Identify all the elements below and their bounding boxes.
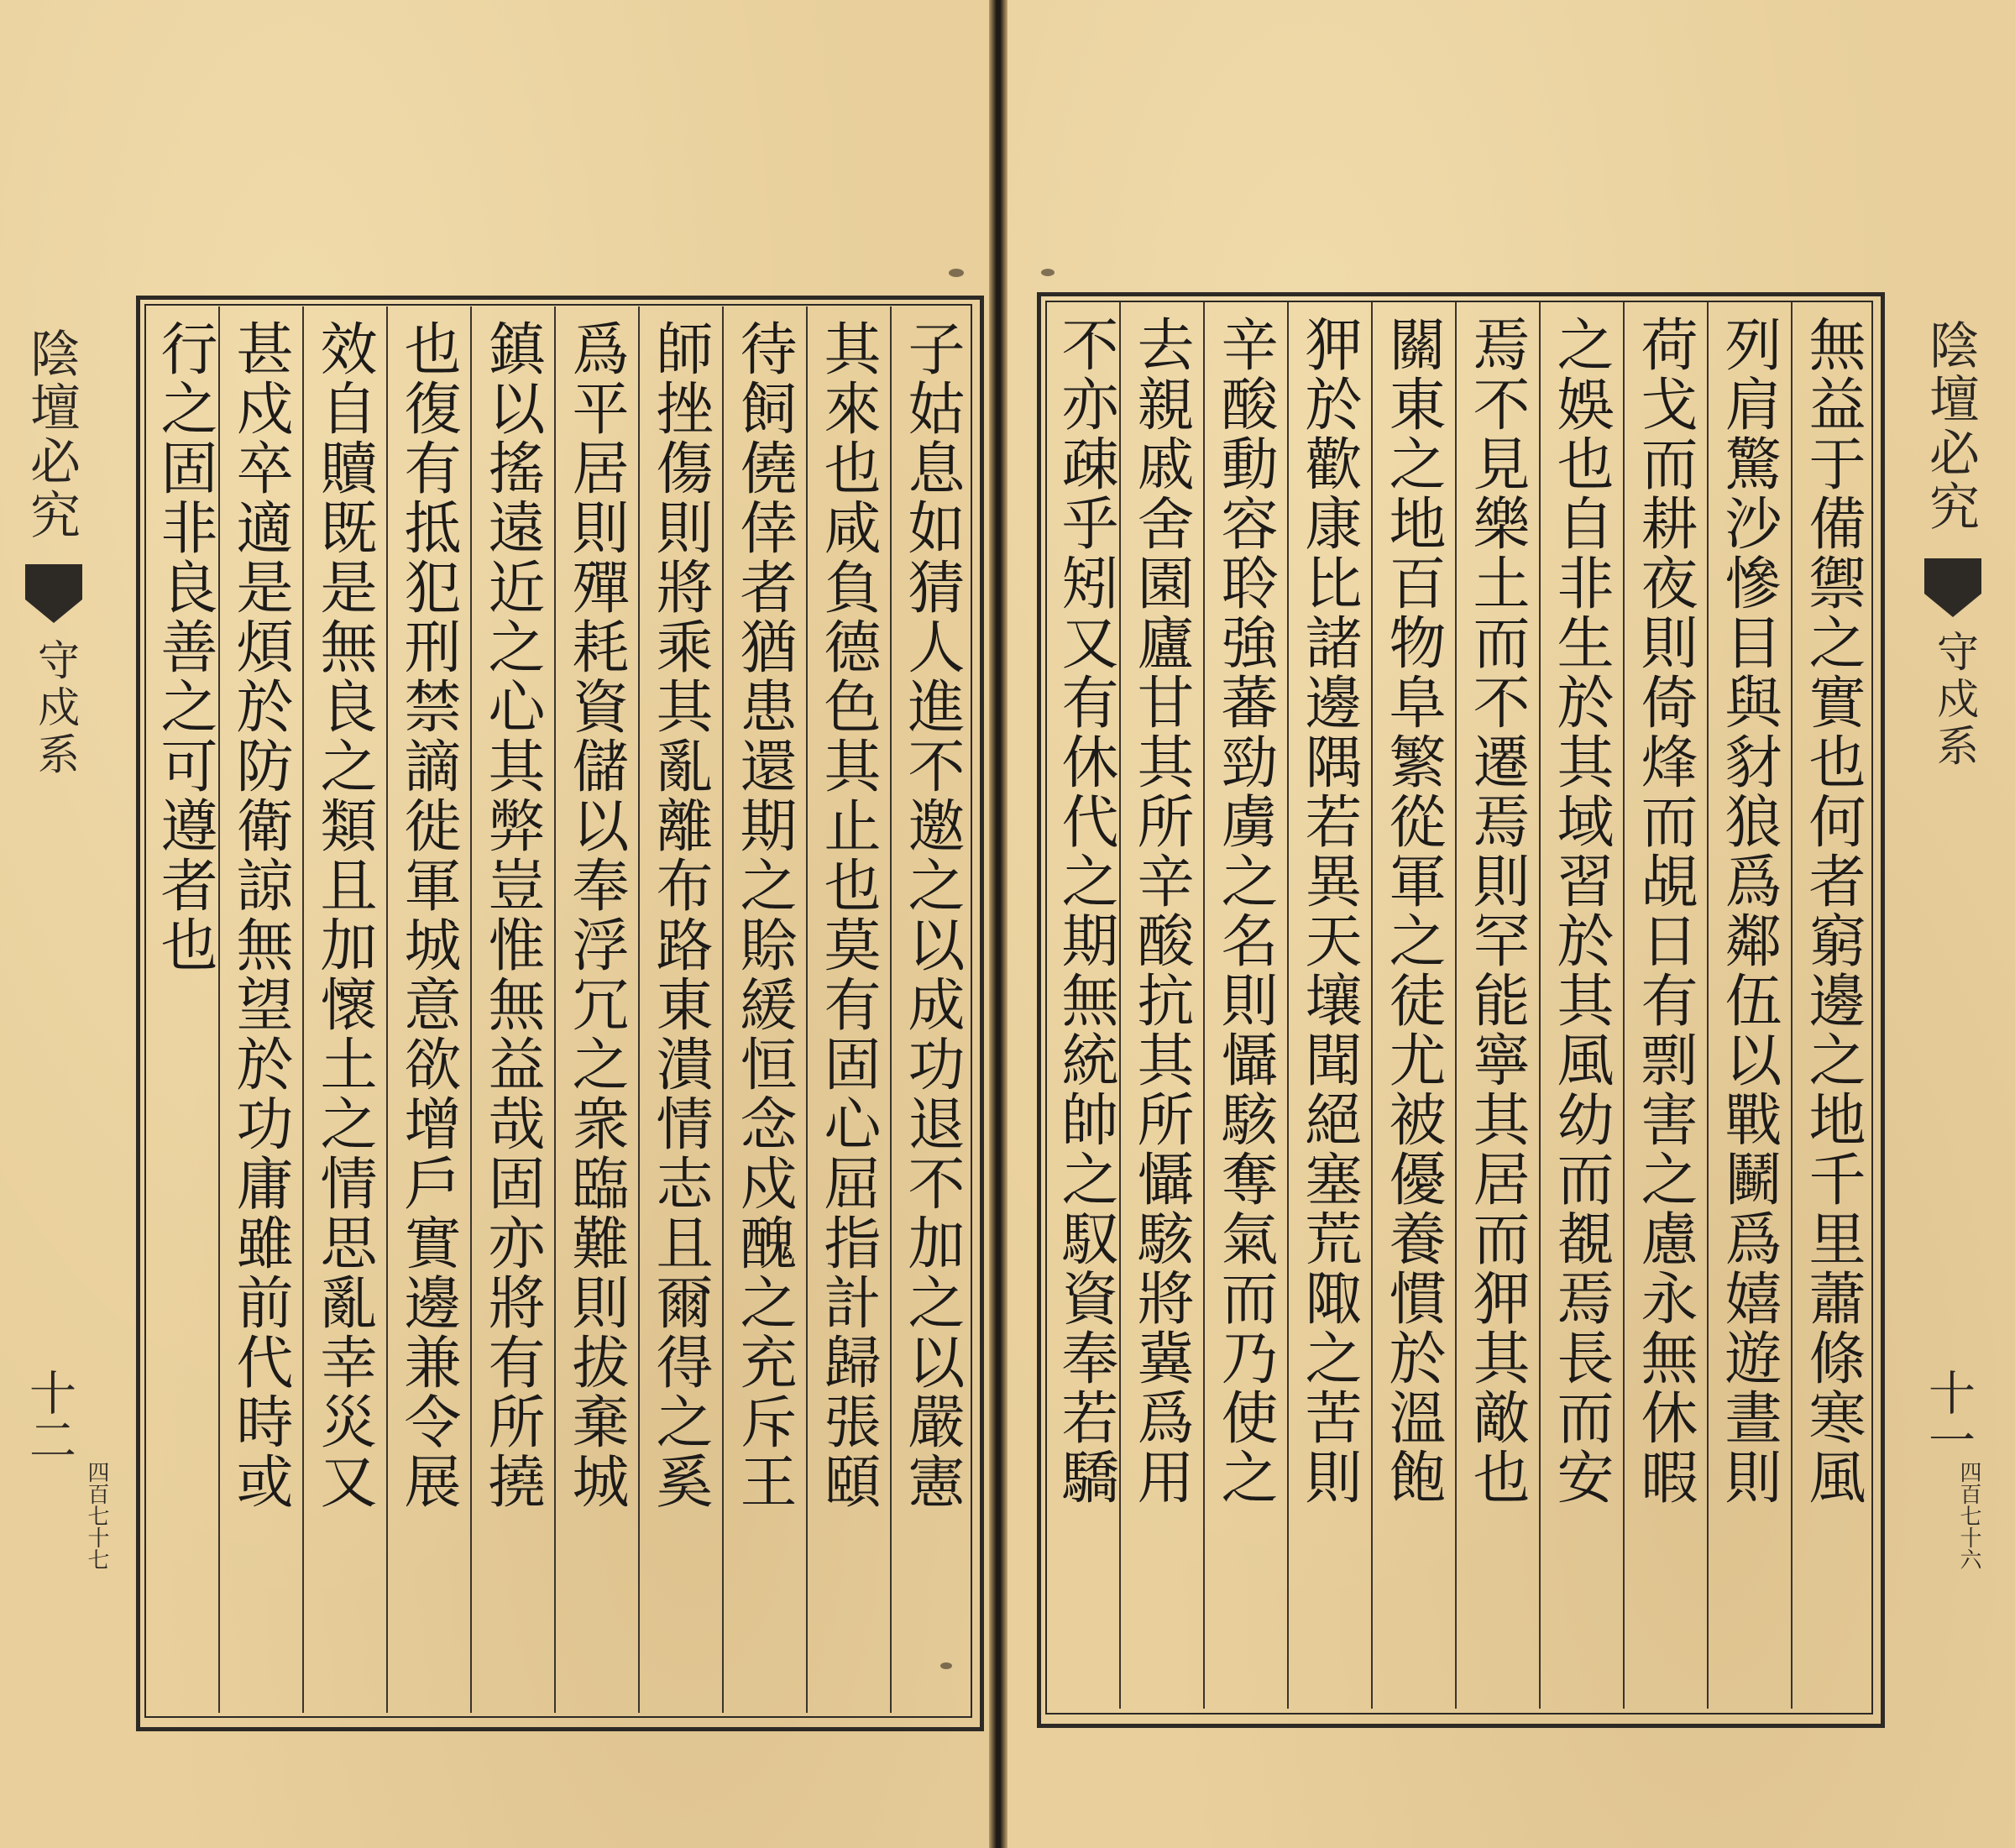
left-margin-title: 陰壇必究 [22, 327, 81, 542]
right-text-column-1: 無益于備禦之實也何者窮邊之地千里蕭條寒風 [1799, 315, 1866, 1507]
left-folio-number: 十二 [22, 1369, 76, 1463]
left-text-column-9: 甚戍卒適是煩於防衛諒無望於功庸雖前代時或 [227, 319, 293, 1511]
ink-stain [940, 1662, 952, 1669]
right-folio-number: 十一 [1921, 1369, 1976, 1463]
book-gutter [989, 0, 1008, 1848]
left-text-column-7: 也復有抵犯刑禁謫徙軍城意欲增戶實邊兼令展 [395, 319, 461, 1511]
right-text-column-6: 關東之地百物阜繁從軍之徒尤被優養慣於溫飽 [1379, 315, 1446, 1507]
right-fishtail-mark [1924, 558, 1981, 617]
left-page [0, 0, 989, 1848]
right-folio-count: 四百七十六 [1956, 1461, 1981, 1570]
ink-stain [949, 269, 964, 277]
right-text-column-3: 荷戈而耕夜則倚烽而覘日有剽害之慮永無休暇 [1631, 315, 1698, 1507]
right-page [1008, 0, 2015, 1848]
left-text-column-8: 效自贖既是無良之類且加懷土之情思亂幸災又 [311, 319, 377, 1511]
left-folio-count: 四百七十七 [84, 1461, 109, 1570]
right-text-column-4: 之娛也自非生於其域習於其風幼而覩焉長而安 [1547, 315, 1614, 1507]
left-fishtail-mark [25, 564, 82, 623]
right-text-column-7: 狎於歡康比諸邊隅若異天壤聞絕塞荒陬之苦則 [1295, 315, 1362, 1507]
right-text-column-9: 去親戚舍園廬甘其所辛酸抗其所懾駭將冀爲用 [1128, 315, 1194, 1507]
left-text-column-6: 鎮以搖遠近之心其弊豈惟無益哉固亦將有所撓 [479, 319, 545, 1511]
ink-stain [1041, 269, 1055, 276]
left-text-column-5: 爲平居則殫耗資儲以奉浮冗之衆臨難則拔棄城 [563, 319, 629, 1511]
left-text-column-3: 待飼僥倖者猶患還期之賒緩恒念戍醜之充斥王 [730, 319, 797, 1511]
left-text-column-10: 行之固非良善之可遵者也 [151, 319, 217, 975]
left-text-column-1: 子姑息如猜人進不邀之以成功退不加之以嚴憲 [898, 319, 965, 1511]
left-text-column-4: 師挫傷則將乘其亂離布路東潰情志且爾得之奚 [646, 319, 713, 1511]
left-text-column-2: 其來也咸負德色其止也莫有固心屈指計歸張頤 [814, 319, 881, 1511]
right-text-column-8: 辛酸動容聆強蕃勁虜之名則懾駭奪氣而乃使之 [1212, 315, 1278, 1507]
right-text-column-2: 列肩驚沙慘目與豺狼爲鄰伍以戰鬭爲嬉遊晝則 [1715, 315, 1782, 1507]
right-text-column-5: 焉不見樂土而不遷焉則罕能寧其居而狎其敵也 [1463, 315, 1530, 1507]
right-margin-section: 守戍系 [1930, 630, 1979, 771]
left-margin-section: 守戍系 [31, 638, 80, 779]
right-text-column-10: 不亦疎乎矧又有休代之期無統帥之馭資奉若驕 [1052, 315, 1118, 1507]
right-margin-title: 陰壇必究 [1921, 319, 1980, 534]
